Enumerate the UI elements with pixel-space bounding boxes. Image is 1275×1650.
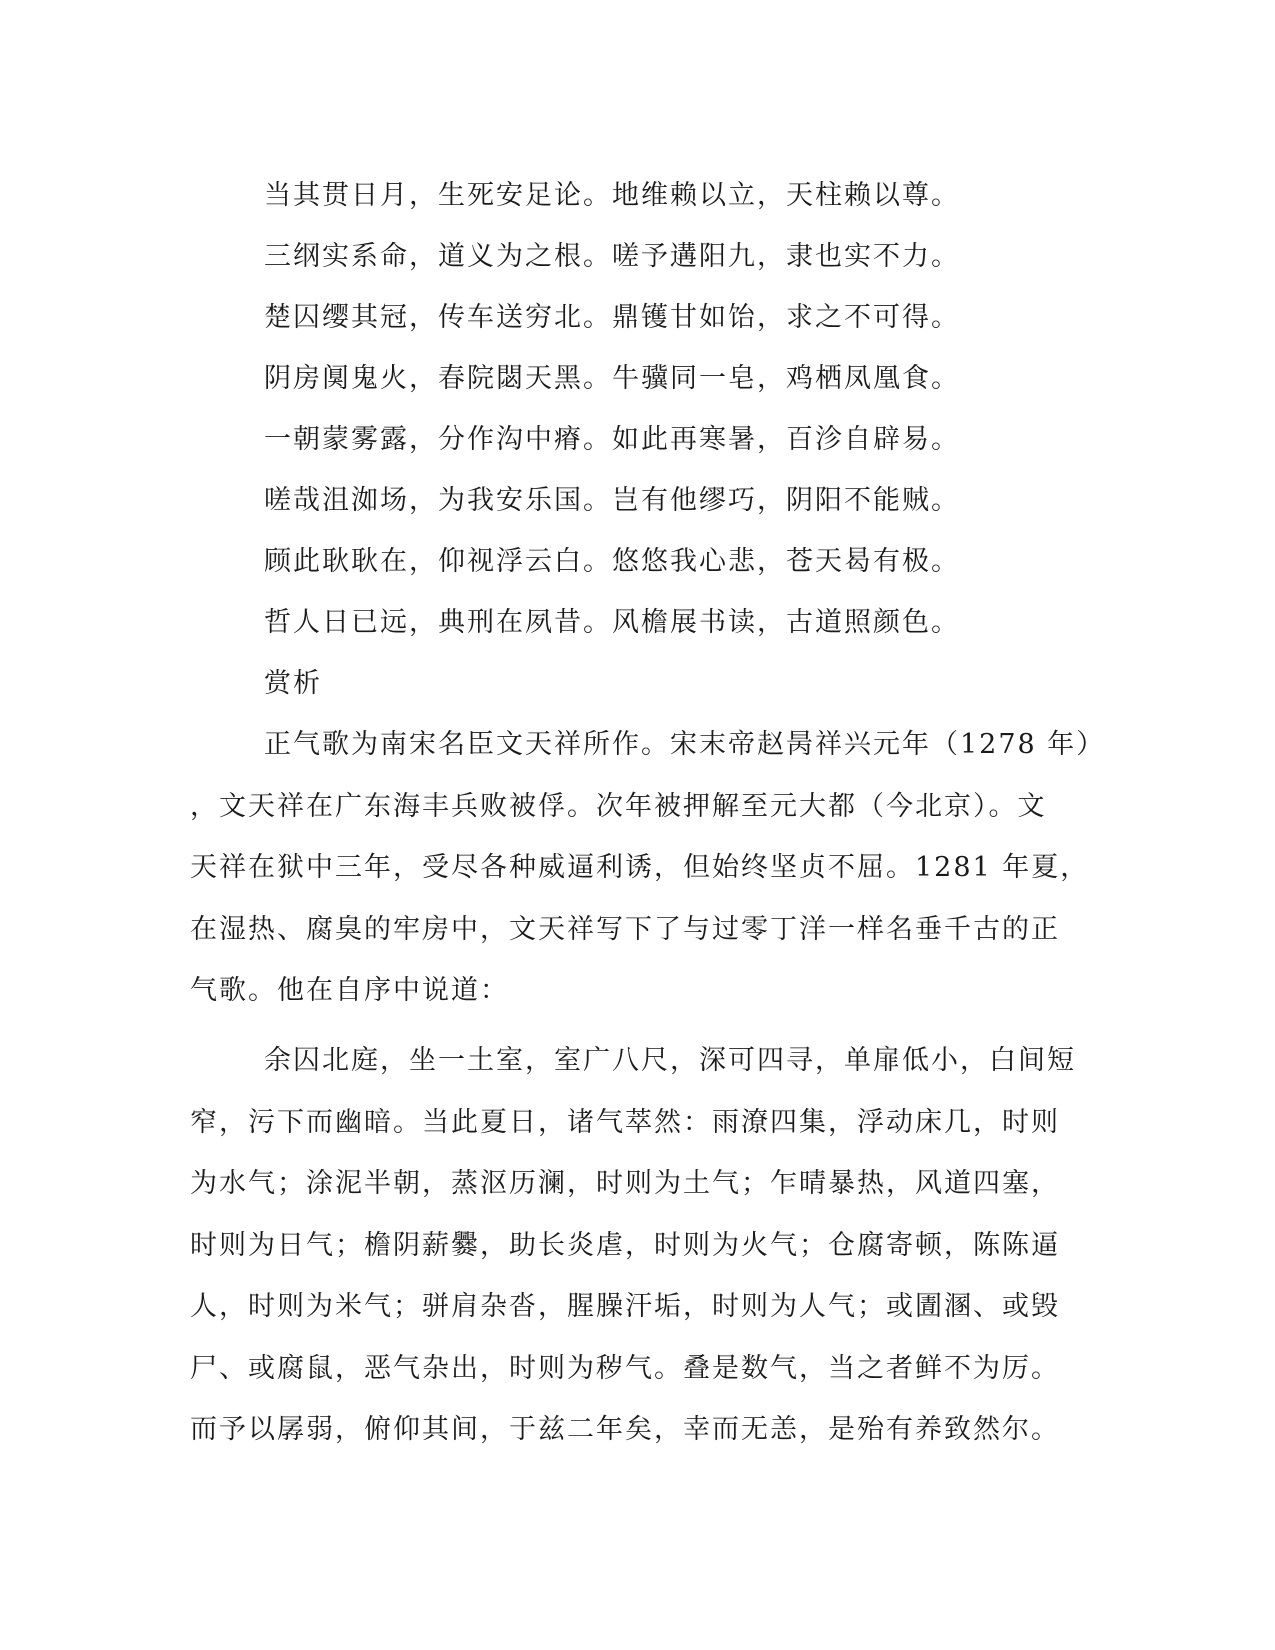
paragraph-line: 正气歌为南宋名臣文天祥所作。宋末帝赵昺祥兴元年（1278 年） [264,729,1106,760]
poem-line: 哲人日已远，典刑在夙昔。风檐展书读，古道照颜色。 [264,607,960,638]
paragraph-line: ，文天祥在广东海丰兵败被俘。次年被押解至元大都（今北京）。文 [190,790,1047,822]
poem-line: 三纲实系命，道义为之根。嗟予遘阳九，隶也实不力。 [264,241,960,272]
analysis-paragraph [190,714,1106,1022]
poem-line: 楚囚缨其冠，传车送穷北。鼎镬甘如饴，求之不可得。 [264,302,960,333]
paragraph-line: 天祥在狱中三年，受尽各种威逼利诱，但始终坚贞不屈。1281 年夏， [190,852,1090,883]
paragraph-line: 人，时则为米气；骈肩杂沓，腥臊汗垢，时则为人气；或圊溷、或毁 [190,1291,1060,1322]
paragraph-line: 气歌。他在自序中说道： [190,975,509,1006]
paragraph-line: 尸、或腐鼠，恶气杂出，时则为秽气。叠是数气，当之者鲜不为厉。 [190,1352,1060,1384]
poem-line: 一朝蒙雾露，分作沟中瘠。如此再寒暑，百沴自辟易。 [264,424,960,455]
paragraph-line: 窄，污下而幽暗。当此夏日，诸气萃然：雨潦四集，浮动床几，时则 [190,1106,1060,1138]
paragraph-line: 时则为日气；檐阴薪爨，助长炎虐，时则为火气；仓腐寄顿，陈陈逼 [190,1229,1060,1261]
poem-block [264,165,1084,653]
paragraph-line: 为水气；涂泥半朝，蒸沤历澜，时则为土气；乍晴暴热，风道四塞， [190,1168,1060,1199]
paragraph-line: 在湿热、腐臭的牢房中，文天祥写下了与过零丁洋一样名垂千古的正 [190,913,1060,945]
paragraph-line: 而予以孱弱，俯仰其间，于兹二年矣，幸而无恙，是殆有养致然尔。 [190,1414,1060,1445]
poem-line: 当其贯日月，生死安足论。地维赖以立，天柱赖以尊。 [264,180,960,211]
poem-line: 嗟哉沮洳场，为我安乐国。岂有他缪巧，阴阳不能贼。 [264,485,960,516]
preface-quote-paragraph [190,1030,1090,1461]
section-heading: 赏析 [264,668,322,699]
poem-line: 顾此耿耿在，仰视浮云白。悠悠我心悲，苍天曷有极。 [264,546,960,577]
poem-line: 阴房阒鬼火，春院閟天黑。牛骥同一皂，鸡栖凤凰食。 [264,363,960,394]
paragraph-line: 余囚北庭，坐一土室，室广八尺，深可四寻，单扉低小，白间短 [264,1045,1076,1076]
